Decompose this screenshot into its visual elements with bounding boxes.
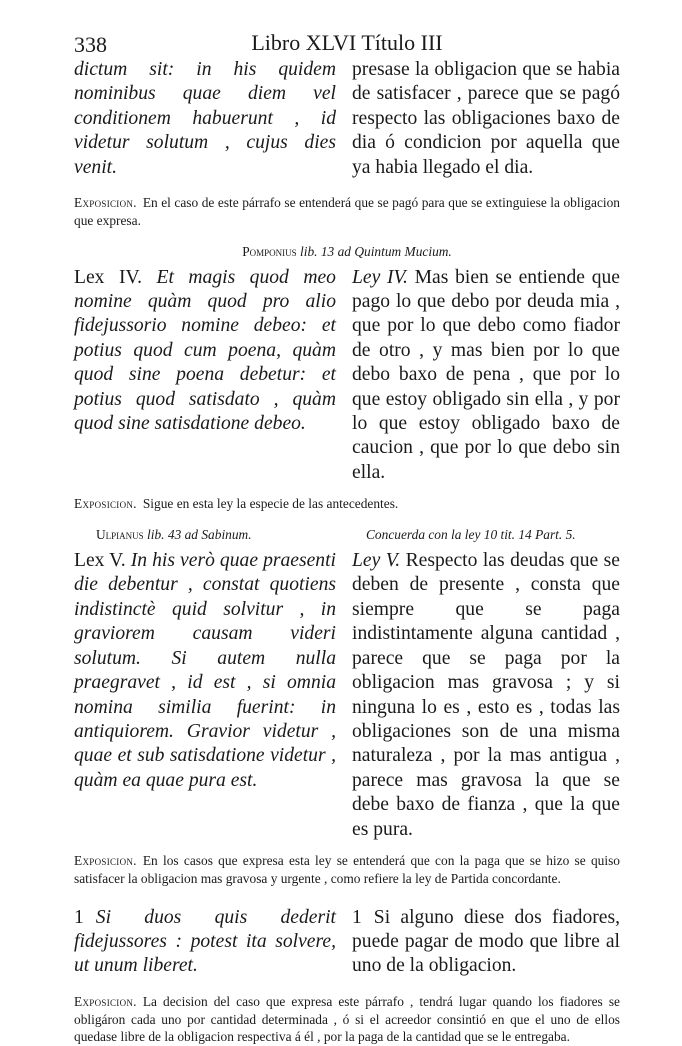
source-pomponius — [74, 244, 620, 260]
paragraph-1-spanish-number: 1 — [352, 906, 362, 928]
lex-v-spanish-label: Ley V. — [352, 550, 401, 572]
paragraph-1-spanish-text: Si alguno diese dos fiadores, puede pagar de modo que libre al uno de la obligacion. — [352, 906, 620, 977]
latin-continuation: dictum sit: in his quidem nominibus quae diem vel conditionem habuerunt , id videtur solutum , cujus dies venit. — [74, 59, 336, 178]
source-ref: lib. 13 ad Quintum Mucium. — [300, 243, 452, 259]
lex-v-latin-label: Lex V. — [74, 550, 126, 572]
exposicion-3 — [74, 852, 620, 888]
concordance-note: Concuerda con la ley 10 tit. 14 Part. 5. — [366, 527, 576, 543]
exposicion-4 — [74, 993, 620, 1046]
exposicion-label: Exposicion. — [74, 496, 137, 512]
exposicion-2 — [74, 495, 620, 513]
paragraph-1-latin — [74, 906, 336, 979]
lex-iv-latin — [74, 266, 336, 437]
paragraph-1-latin-text: Si duos quis dederit fidejussores : potest ita solvere, ut unum liberet. — [74, 906, 336, 977]
lex-v-spanish — [352, 549, 620, 842]
spanish-continuation: presase la obligacion que se habia de satisfacer , parece que se pagó respecto las obligaciones baxo de dia ó condicion por aquella que ya habia llegado el dia. — [352, 59, 620, 178]
lex-iv — [74, 266, 620, 486]
source-ulpianus — [74, 527, 336, 543]
exposicion-label: Exposicion. — [74, 993, 137, 1009]
source-author: Pomponius — [242, 243, 297, 259]
lex-iv-latin-label: Lex IV. — [74, 266, 142, 288]
sources-row — [74, 527, 620, 543]
exposicion-text: Sigue en esta ley la especie de las antecedentes. — [142, 496, 399, 512]
page-header — [74, 28, 620, 58]
exposicion-text: En el caso de este párrafo se entenderá que se pagó para que se extinguiese la obligacion que expresa. — [74, 195, 620, 228]
lex-iv-latin-text: Et magis quod meo nomine quàm quod pro alio fidejussorio nomine debeo: et potius quod cum poena, quàm quod sine poena debetur: et potius quod satisdato , quàm quod sine satisdatione debeo. — [74, 266, 336, 435]
lex-iv-spanish-label: Ley IV. — [352, 266, 408, 288]
source-author: Ulpianus — [96, 527, 144, 543]
source-ref: lib. 43 ad Sabinum. — [147, 527, 252, 543]
block-continuation — [74, 58, 620, 180]
lex-v-latin-text: In his verò quae praesenti die debentur , constat quotiens indistinctè quid solvitur , in graviorem causam videri solutum. Si autem nulla praegravet , id est , si omnia nomina similia fuerint: in antiquiorem. Gravior videtur , quae et sub satisdatione videtur , quàm ea quae pura est. — [74, 550, 336, 791]
page — [74, 28, 620, 1046]
running-title: Libro XLVI Título III — [251, 30, 443, 55]
exposicion-text: En los casos que expresa esta ley se entenderá que con la paga que se hizo se quiso satisfacer la obligacion mas gravosa y urgente , como refiere la ley de Partida concordante. — [74, 852, 620, 886]
lex-iv-spanish-text: Mas bien se entiende que pago lo que debo por deuda mia , que por lo que debo como fiador de otro , y mas bien por lo que debo baxo de pena , que por lo que estoy obligado sin ella , y por lo que estoy obligado baxo de caucion , que por lo que debo sin ella. — [352, 266, 620, 483]
exposicion-label: Exposicion. — [74, 852, 137, 868]
paragraph-1-spanish — [352, 906, 620, 979]
exposicion-1 — [74, 194, 620, 230]
exposicion-text: La decision del caso que expresa este párrafo , tendrá lugar quando los fiadores se obligáron cada uno por cantidad determinada , ó si el acreedor consintió en que el uno de ellos quedase libre de la obligacion respectiva á él , por la paga de la cantidad que se le entregaba. — [74, 993, 620, 1045]
lex-v-spanish-text: Respecto las deudas que se deben de presente , consta que siempre que se paga indistintamente alguna cantidad , parece que se paga por la obligacion mas gravosa ; y si ninguna lo es , esto es , todas las obligaciones son de una misma naturaleza , por la mas antigua , parece mas gravosa la que se debe baxo de fianza , que la que es pura. — [352, 550, 621, 840]
paragraph-1-latin-number: 1 — [74, 906, 84, 928]
lex-iv-spanish — [352, 266, 620, 486]
lex-v — [74, 549, 620, 842]
lex-v-latin — [74, 549, 336, 793]
exposicion-label: Exposicion. — [74, 195, 137, 211]
paragraph-1 — [74, 906, 620, 979]
page-number: 338 — [74, 32, 107, 57]
